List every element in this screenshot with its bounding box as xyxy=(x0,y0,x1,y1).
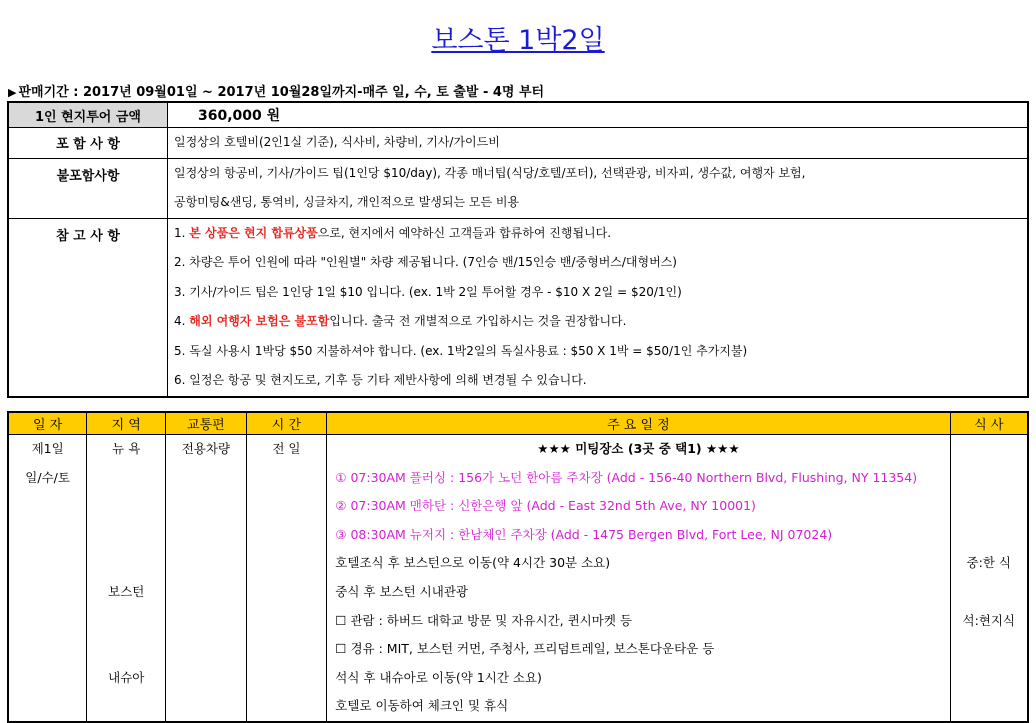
header-day: 일 자 xyxy=(8,412,87,435)
note-text: 으로, 현지에서 예약하신 고객들과 합류하여 진행됩니다. xyxy=(317,225,612,240)
meeting-point-newjersey: ③ 08:30AM 뉴저지 : 한남체인 주차장 (Add - 1475 Bergen Blvd, Fort Lee, NJ 07024) xyxy=(335,526,833,542)
excluded-line: 공항미팅&샌딩, 통역비, 싱글차지, 개인적으로 발생되는 모든 비용 xyxy=(174,195,520,209)
region-boston: 보스턴 xyxy=(108,583,145,599)
page-title[interactable]: 보스톤 1박2일 xyxy=(431,25,605,56)
day-cell xyxy=(8,435,87,722)
time-cell xyxy=(246,435,327,722)
notes-row xyxy=(8,218,1028,397)
meeting-point-flushing: ① 07:30AM 플러싱 : 156가 노던 한아름 주차장 (Add - 156-40 Northern Blvd, Flushing, NY 11354) xyxy=(335,469,918,485)
sales-period xyxy=(8,81,544,100)
schedule-item: ☐ 관람 : 하버드 대학교 방문 및 자유시간, 퀸시마켓 등 xyxy=(335,612,632,628)
note-item xyxy=(174,307,1027,337)
header-meal: 식 사 xyxy=(950,412,1028,435)
meeting-title: ★★★ 미팅장소 (3곳 중 택1) ★★★ xyxy=(537,441,740,456)
schedule-item: ☐ 경유 : MIT, 보스턴 커먼, 주청사, 프리덤트레일, 보스톤다운타운 등 xyxy=(335,641,715,657)
region-newyork: 뉴 욕 xyxy=(112,441,141,456)
time-value: 전 일 xyxy=(272,441,301,456)
schedule-item: 호텔조식 후 보스턴으로 이동(약 4시간 30분 소요) xyxy=(335,555,611,571)
note-highlight: 본 상품은 현지 합류상품 xyxy=(189,225,318,240)
note-item: 2. 차량은 투어 인원에 따라 "인원별" 차량 제공됩니다. (7인승 밴/15인승 밴/중형버스/대형버스) xyxy=(174,255,677,269)
included-text: 일정상의 호텔비(2인1실 기준), 식사비, 차량비, 기사/가이드비 xyxy=(174,135,500,149)
itinerary-header-row xyxy=(8,412,1028,435)
note-number: 1. xyxy=(174,225,190,240)
arrow-icon: ▶ xyxy=(8,86,17,99)
notes-label: 참 고 사 항 xyxy=(8,218,168,397)
schedule-cell xyxy=(327,435,950,722)
region-cell xyxy=(87,435,166,722)
note-item: 5. 독실 사용시 1박당 $50 지불하셔야 합니다. (ex. 1박2일의 독실사용료 : $50 X 1박 = $50/1인 추가지불) xyxy=(174,343,748,358)
meal-lunch: 중:한 식 xyxy=(966,555,1011,571)
excluded-row xyxy=(8,158,1028,218)
schedule-item: 중식 후 보스턴 시내관광 xyxy=(335,583,468,599)
itinerary-day1-row xyxy=(8,435,1028,722)
meal-dinner: 석:현지식 xyxy=(962,612,1016,628)
tour-info-table xyxy=(7,101,1029,398)
excluded-label: 불포함사항 xyxy=(8,158,168,218)
note-number: 4. xyxy=(174,314,190,328)
meal-cell xyxy=(950,435,1028,722)
header-region: 지 역 xyxy=(87,412,166,435)
note-text: 입니다. 출국 전 개별적으로 가입하시는 것을 권장합니다. xyxy=(329,314,627,328)
schedule-item: 석식 후 내슈아로 이동(약 1시간 소요) xyxy=(335,669,542,685)
itinerary-table xyxy=(7,411,1029,723)
included-row xyxy=(8,128,1028,159)
price-row xyxy=(8,102,1028,128)
price-value: 360,000 원 xyxy=(168,102,1029,128)
note-item: 6. 일정은 항공 및 현지도로, 기후 등 기타 제반사항에 의해 변경될 수 있습니다. xyxy=(174,373,587,387)
note-item xyxy=(174,219,1027,249)
header-schedule: 주 요 일 정 xyxy=(327,412,950,435)
excluded-line: 일정상의 항공비, 기사/가이드 팁(1인당 $10/day), 각종 매너팁(식당/호텔/포터), 선택관광, 비자피, 생수값, 여행자 보험, xyxy=(174,165,806,180)
note-item: 3. 기사/가이드 팁은 1인당 1일 $10 입니다. (ex. 1박 2일 투어할 경우 - $10 X 2일 = $20/1인) xyxy=(174,284,682,299)
days-of-week: 일/수/토 xyxy=(25,469,70,485)
transport-value: 전용차량 xyxy=(181,441,231,456)
region-nashua: 내슈아 xyxy=(108,669,145,685)
header-time: 시 간 xyxy=(246,412,327,435)
price-label: 1인 현지투어 금액 xyxy=(8,102,168,128)
header-transport: 교통편 xyxy=(166,412,246,435)
included-label: 포 함 사 항 xyxy=(8,128,168,159)
transport-cell xyxy=(166,435,246,722)
schedule-item: 호텔로 이동하여 체크인 및 휴식 xyxy=(335,698,509,714)
meeting-point-manhattan: ② 07:30AM 맨하탄 : 신한은행 앞 (Add - East 32nd 5th Ave, NY 10001) xyxy=(335,498,756,514)
sales-period-text: 판매기간 : 2017년 09월01일 ~ 2017년 10월28일까지-매주 일, 수, 토 출발 - 4명 부터 xyxy=(18,85,545,100)
note-highlight: 해외 여행자 보험은 불포함 xyxy=(189,314,330,328)
day-label: 제1일 xyxy=(31,441,64,456)
